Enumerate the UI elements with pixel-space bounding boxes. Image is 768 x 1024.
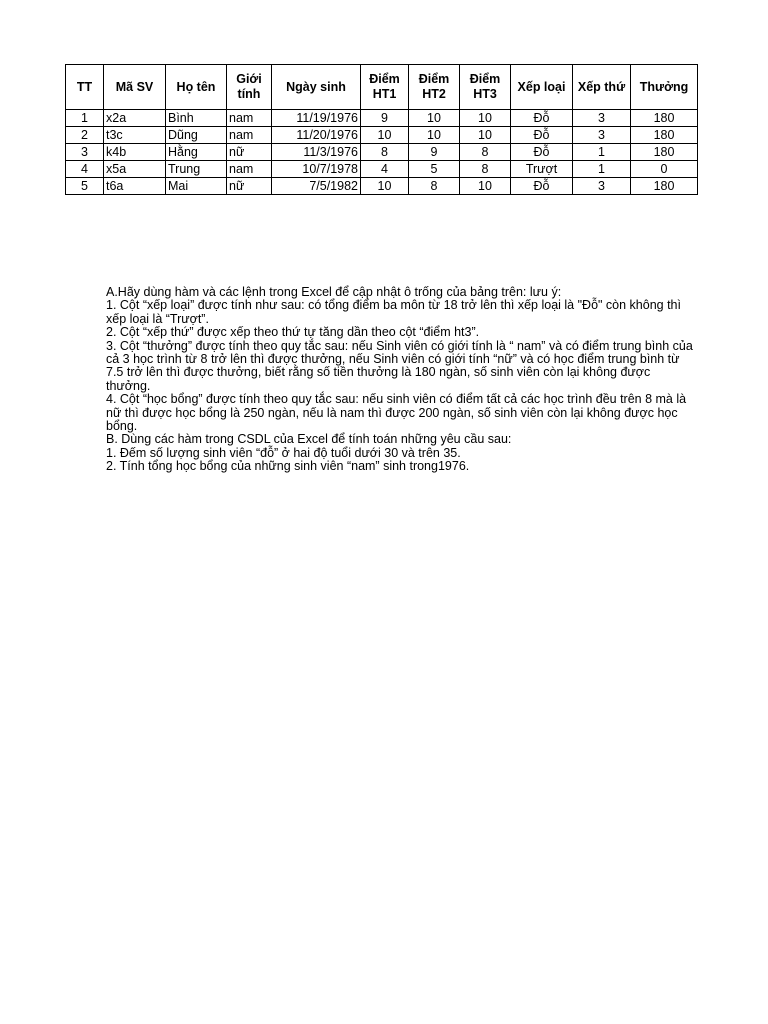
cell-gioi-tinh: nam [227,110,272,127]
cell-thuong: 180 [631,144,698,161]
cell-diem-ht1: 4 [361,161,409,178]
table-row [66,144,698,161]
cell-gioi-tinh: nam [227,127,272,144]
instruction-a2-xep-thu: 2. Cột “xếp thứ” được xếp theo thứ tự tăng dần theo cột “điểm ht3”. [106,325,480,340]
cell-xep-loai: Đỗ [511,127,573,144]
cell-diem-ht1: 10 [361,178,409,195]
cell-gioi-tinh: nữ [227,178,272,195]
instruction-part-b-intro: B. Dùng các hàm trong CSDL của Excel để tính toán những yêu cầu sau: [106,432,512,447]
cell-thuong: 180 [631,127,698,144]
header-ma-sv: Mã SV [104,65,166,110]
cell-diem-ht3: 8 [460,144,511,161]
cell-ma-sv: t3c [104,127,166,144]
header-diem-ht3: Điểm HT3 [460,65,511,110]
cell-diem-ht2: 10 [409,110,460,127]
cell-ho-ten: Trung [166,161,227,178]
header-ngay-sinh: Ngày sinh [272,65,361,110]
cell-xep-loai: Đỗ [511,178,573,195]
header-ho-ten: Họ tên [166,65,227,110]
cell-ngay-sinh: 11/3/1976 [272,144,361,161]
cell-ngay-sinh: 11/20/1976 [272,127,361,144]
cell-diem-ht2: 10 [409,127,460,144]
cell-diem-ht3: 10 [460,178,511,195]
cell-tt: 4 [66,161,104,178]
cell-gioi-tinh: nữ [227,144,272,161]
cell-diem-ht3: 8 [460,161,511,178]
header-tt: TT [66,65,104,110]
cell-ma-sv: x5a [104,161,166,178]
cell-thuong: 180 [631,178,698,195]
cell-diem-ht2: 5 [409,161,460,178]
student-table [65,64,698,195]
cell-gioi-tinh: nam [227,161,272,178]
cell-ma-sv: t6a [104,178,166,195]
instruction-a4-hoc-bong: 4. Cột “học bổng” được tính theo quy tắc sau: nếu sinh viên có điểm tất cả các học trình đều trên 8 mà là nữ thì được học bổng là 250 ngàn, nếu là nam thì được 200 ngàn, số sinh viên còn lại không được học bổng. [106,392,687,434]
cell-diem-ht3: 10 [460,127,511,144]
instruction-a3-thuong: 3. Cột “thưởng” được tính theo quy tắc sau: nếu Sinh viên có giới tính là “ nam” và có điểm trung bình của cả 3 học trình từ 8 trở lên thì được thưởng, nếu Sinh viên có giới tính “nữ” và có học điểm trung bình từ 7.5 trở lên thì được thưởng, biết rằng số tiền thưởng là 180 ngàn, số sinh viên còn lại không được thưởng. [106,338,693,393]
cell-ho-ten: Bình [166,110,227,127]
cell-tt: 5 [66,178,104,195]
cell-ma-sv: k4b [104,144,166,161]
instructions-block [106,286,696,474]
cell-thuong: 0 [631,161,698,178]
instruction-b2-sum: 2. Tính tổng học bổng của những sinh viên “nam” sinh trong1976. [106,459,470,474]
cell-thuong: 180 [631,110,698,127]
cell-diem-ht1: 10 [361,127,409,144]
cell-xep-thu: 1 [573,161,631,178]
table-header-row [66,65,698,110]
cell-diem-ht3: 10 [460,110,511,127]
cell-tt: 1 [66,110,104,127]
cell-diem-ht1: 8 [361,144,409,161]
header-xep-thu: Xếp thứ [573,65,631,110]
cell-tt: 3 [66,144,104,161]
cell-xep-loai: Đỗ [511,110,573,127]
cell-diem-ht2: 9 [409,144,460,161]
cell-xep-loai: Đỗ [511,144,573,161]
cell-xep-loai: Trượt [511,161,573,178]
cell-ngay-sinh: 7/5/1982 [272,178,361,195]
header-diem-ht2: Điểm HT2 [409,65,460,110]
table-row [66,161,698,178]
cell-ngay-sinh: 10/7/1978 [272,161,361,178]
header-gioi-tinh: Giới tính [227,65,272,110]
table-row [66,110,698,127]
header-diem-ht1: Điểm HT1 [361,65,409,110]
instruction-a1-xep-loai: 1. Cột “xếp loại” được tính như sau: có tổng điểm ba môn từ 18 trở lên thì xếp loại là "Đỗ" còn không thì xếp loại là “Trượt”. [106,298,681,326]
cell-ngay-sinh: 11/19/1976 [272,110,361,127]
cell-xep-thu: 3 [573,110,631,127]
header-thuong: Thưởng [631,65,698,110]
cell-ho-ten: Dũng [166,127,227,144]
cell-ho-ten: Mai [166,178,227,195]
cell-ho-ten: Hằng [166,144,227,161]
header-xep-loai: Xếp loại [511,65,573,110]
cell-xep-thu: 3 [573,178,631,195]
cell-tt: 2 [66,127,104,144]
cell-diem-ht1: 9 [361,110,409,127]
table-row [66,127,698,144]
instruction-part-a-intro: A.Hãy dùng hàm và các lệnh trong Excel để cập nhật ô trống của bảng trên: lưu ý: [106,285,562,299]
cell-xep-thu: 3 [573,127,631,144]
cell-xep-thu: 1 [573,144,631,161]
cell-diem-ht2: 8 [409,178,460,195]
table-row [66,178,698,195]
instruction-b1-count: 1. Đếm số lượng sinh viên “đỗ” ở hai độ tuổi dưới 30 và trên 35. [106,445,461,460]
cell-ma-sv: x2a [104,110,166,127]
